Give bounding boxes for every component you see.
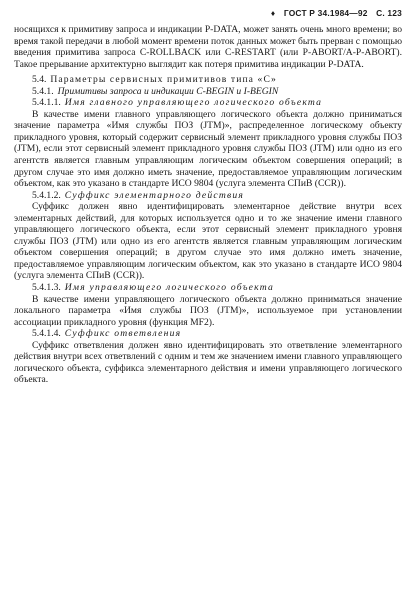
header-marker: ♦ [270,8,276,18]
section-5-4-1-2-heading [14,190,402,202]
section-number: 5.4.1.4. [32,328,61,340]
section-5-4-1-3-heading [14,282,402,294]
paragraph-continuation: носящихся к примитиву запроса и индикации P-DATA, может занять очень много времени; во время такой передачи в любой момент времени поток данных может быть прерван с помощью введения примитива запроса C-ROLLBACK или C-RESTART (или P-ABORT/A-P-ABORT). Такое прерывание архитектурно выглядит как потеря примитива индикации P-DATA. [14,24,402,70]
section-number: 5.4.1.1. [32,97,61,109]
section-number: 5.4.1. [32,85,54,97]
section-title: Суффикс элементарного действия [64,189,244,201]
section-number: 5.4. [32,74,47,86]
standard-number: ГОСТ Р 34.1984—92 [283,8,368,18]
section-5-4-1-4-heading [14,328,402,340]
paragraph-branch-suffix: Суффикс ответвления должен явно идентифицировать это ответвление элементарного действия внутри всех ответвлений с одним и тем же значением имени главного управляющего логического объекта, суффикса элементарного действия и имени управляющего логического объекта. [14,339,402,386]
page-number: С. 123 [376,8,402,18]
section-title: Параметры сервисных примитивов типа «C» [50,74,277,86]
page-header [14,8,402,20]
section-5-4-heading [14,74,402,86]
section-5-4-1-1-heading [14,97,402,109]
paragraph-action-suffix: Суффикс должен явно идентифицировать элементарное действие внутри всех элементарных действий, для которых используется одно и то же значение имени главного управляющего логического объекта, если этот сервисный элемент прикладного уровня службы ПОЗ (JTM) или одно из его агентств является главным управляющим логическим объектом совершения операций; в другом случае это имя должно иметь значение, предоставляемое управляющим логическим объектом, как это указано в стандарте ИСО 9804 (услуга элемента СПиВ (CCR)). [14,201,402,282]
section-title: Примитивы запроса и индикации C-BEGIN и I-BEGIN [57,85,279,97]
paragraph-main-manager-name: В качестве имени главного управляющего логического объекта должно приниматься значение параметра «Имя службы ПОЗ (JTM)», распределенное логическому объекту прикладного уровня, который содержит сервисный элемент прикладного уровня службы ПОЗ (JTM), если этот сервисный элемент прикладного уровня службы ПОЗ (JTM) или одно из его агентств является главным управляющим логическим объектом совершения операций; в другом случае это имя должно иметь значение, предоставляемое управляющим логическим объектом, как это указано в стандарте ИСО 9804 (услуга элемента СПиВ (CCR)). [14,108,402,190]
section-title: Суффикс ответвления [64,328,182,340]
section-title: Имя главного управляющего логического объекта [64,97,323,109]
section-title: Имя управляющего логического объекта [64,282,274,294]
paragraph-manager-name: В качестве имени управляющего логического объекта должно приниматься значение локального параметра «Имя службы ПОЗ (JTM)», используемое при установлении ассоциации прикладного уровня (функция MF2). [14,293,402,328]
section-5-4-1-heading [14,86,402,98]
section-number: 5.4.1.3. [32,282,61,294]
section-number: 5.4.1.2. [32,189,61,201]
